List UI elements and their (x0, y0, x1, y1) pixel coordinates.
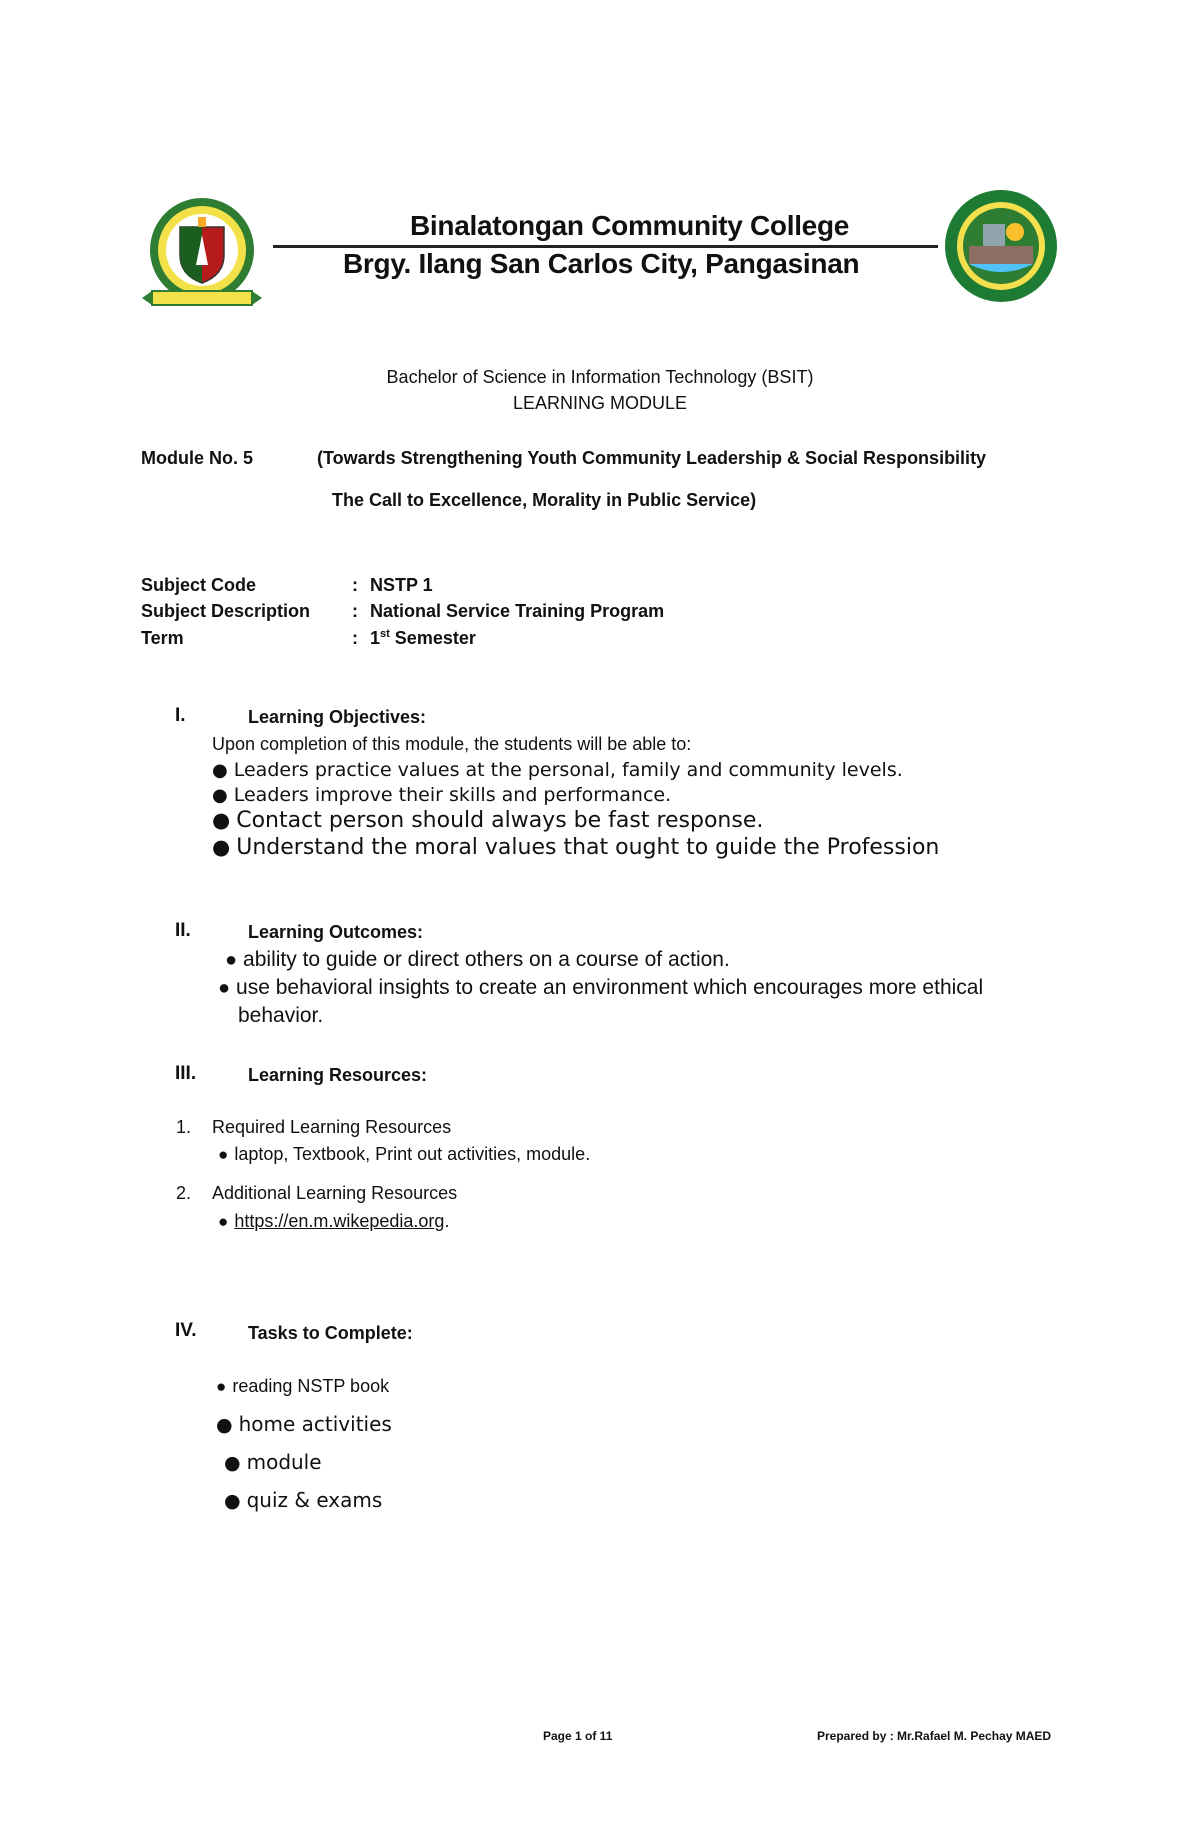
objective-item: ● Contact person should always be fast response. (212, 808, 763, 833)
document-type: LEARNING MODULE (512, 393, 688, 413)
additional-resource-item: ● https://en.m.wikepedia.org. (218, 1211, 449, 1232)
term-label: Term (141, 628, 184, 648)
objective-item: ● Leaders practice values at the personal, family and community levels. (212, 759, 903, 781)
resources-heading: Learning Resources: (248, 1065, 428, 1085)
section-numeral-4: IV. (175, 1320, 197, 1341)
subject-code-label: Subject Code (141, 575, 257, 595)
subject-description-colon: : (352, 601, 358, 621)
module-title-line2: The Call to Excellence, Morality in Public Service) (332, 490, 757, 510)
required-resource-item: ● laptop, Textbook, Print out activities, module. (218, 1144, 590, 1165)
objectives-heading: Learning Objectives: (248, 707, 427, 727)
outcome-item-continuation: behavior. (238, 1004, 324, 1027)
city-seal-logo (943, 188, 1060, 305)
objectives-intro: Upon completion of this module, the students will be able to: (212, 734, 692, 754)
college-name: Binalatongan Community College (410, 210, 850, 241)
prepared-by: Prepared by : Mr.Rafael M. Pechay MAED (817, 1729, 1052, 1743)
objective-item: ● Understand the moral values that ought to guide the Profession (212, 835, 939, 860)
program-name: Bachelor of Science in Information Technology (BSIT) (386, 367, 814, 387)
module-title-line1: (Towards Strengthening Youth Community Leadership & Social Responsibility (317, 448, 987, 468)
college-address: Brgy. Ilang San Carlos City, Pangasinan (343, 248, 860, 279)
subject-code-colon: : (352, 575, 358, 595)
subject-description-value: National Service Training Program (370, 601, 665, 621)
module-number: Module No. 5 (141, 448, 253, 468)
college-seal-logo (140, 195, 265, 313)
task-item: ● home activities (216, 1412, 392, 1436)
subject-description-label: Subject Description (141, 601, 311, 621)
outcome-item: ● use behavioral insights to create an environment which encourages more ethical (218, 976, 983, 1000)
outcome-item: ● ability to guide or direct others on a course of action. (225, 948, 730, 972)
task-item: ● quiz & exams (224, 1488, 382, 1512)
additional-resources-label: Additional Learning Resources (212, 1183, 458, 1203)
term-colon: : (352, 628, 358, 648)
term-value: 1st Semester (370, 628, 476, 648)
tasks-heading: Tasks to Complete: (248, 1323, 413, 1343)
required-resources-label: Required Learning Resources (212, 1117, 452, 1137)
required-resources-number: 1. (176, 1117, 192, 1137)
objective-item: ● Leaders improve their skills and performance. (212, 784, 671, 806)
section-numeral-3: III. (175, 1063, 197, 1084)
task-item: ● reading NSTP book (216, 1376, 389, 1397)
subject-code-value: NSTP 1 (370, 575, 433, 595)
outcomes-heading: Learning Outcomes: (248, 922, 424, 942)
wikipedia-link[interactable]: https://en.m.wikepedia.org (234, 1211, 445, 1231)
additional-resources-number: 2. (176, 1183, 192, 1203)
section-numeral-1: I. (175, 705, 186, 726)
section-numeral-2: II. (175, 920, 191, 941)
page-number: Page 1 of 11 (543, 1729, 613, 1743)
task-item: ● module (224, 1450, 322, 1474)
